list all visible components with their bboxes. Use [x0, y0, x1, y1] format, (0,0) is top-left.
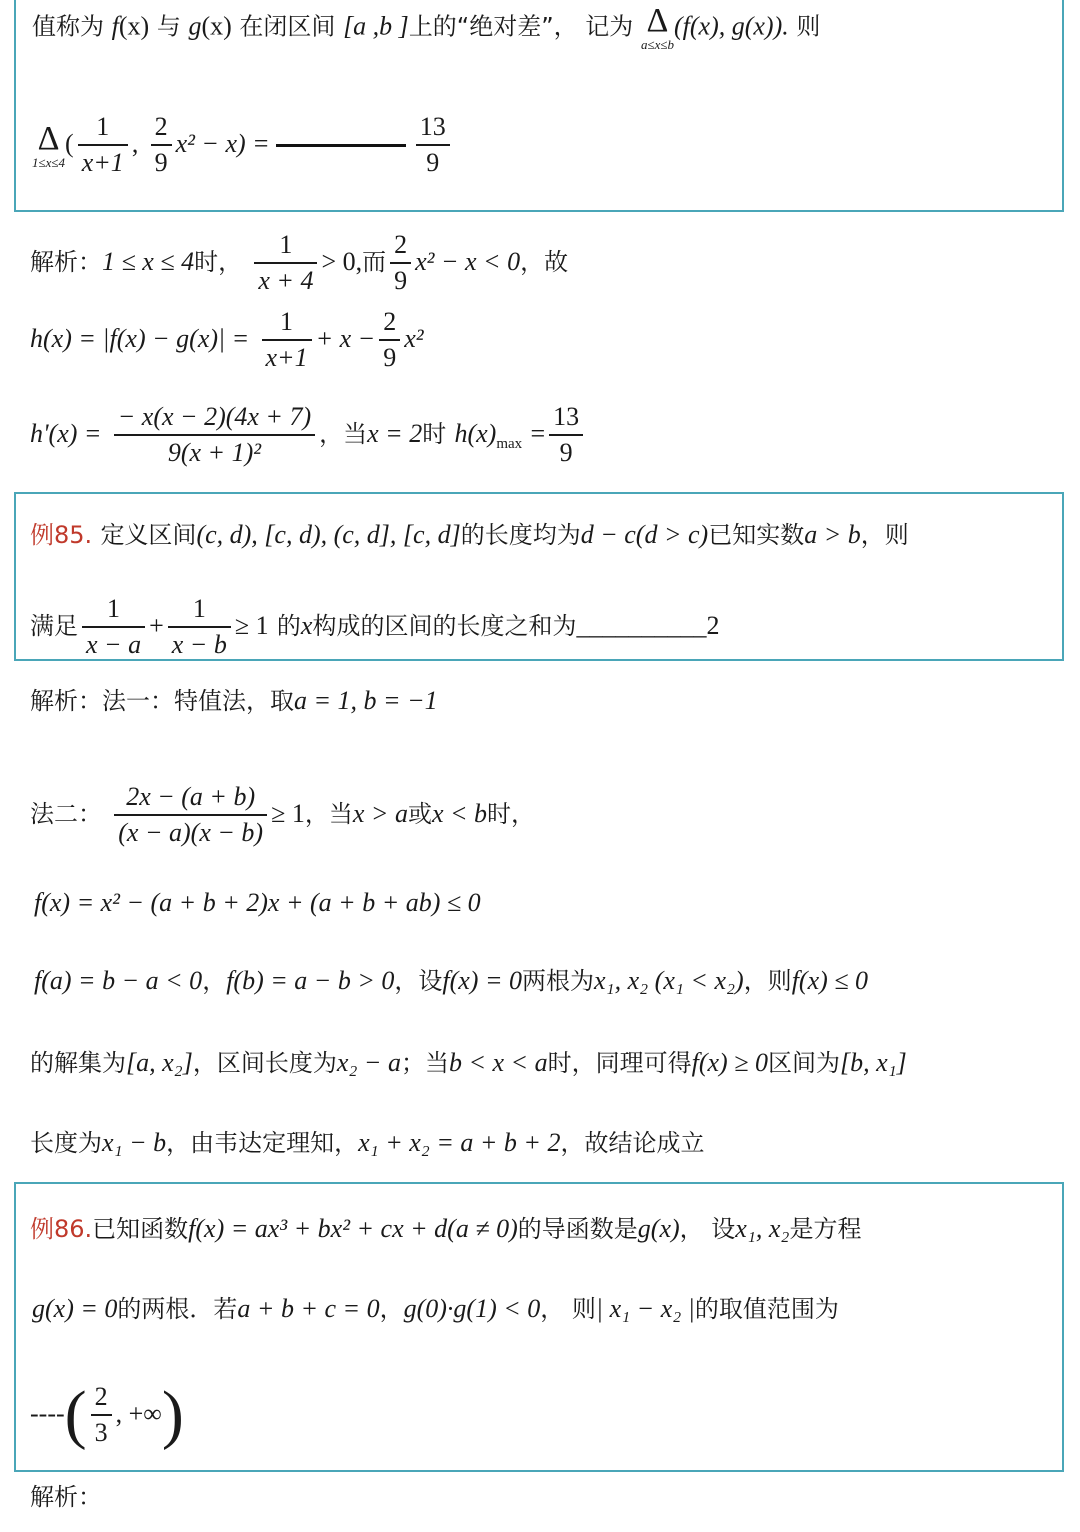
fraction: $\frac{1}{x+1}$: [78, 110, 128, 180]
solution-2-line-1: 解析：法一：特值法，取a = 1, b = −1: [30, 686, 438, 715]
problem-86-line-1: 例86.已知函数f(x) = ax³ + bx² + cx + d(a ≠ 0)的导函数是g(x)， 设x₁, x₂是方程: [30, 1214, 862, 1243]
solution-3-label: 解析：: [30, 1483, 102, 1511]
answer-fraction: $\frac{13}{9}$: [549, 400, 583, 470]
fraction: $\frac{1}{x - b}$: [168, 592, 231, 662]
problem-1-line-2: Δ 1≤x≤4 ( $\frac{1}{x+1}$ , $\frac{2}{9}$ x² − x) = $\frac{13}{9}$: [32, 110, 454, 180]
fraction: $\frac{1}{x+1}$: [262, 305, 312, 375]
problem-85-line-1: 例85. 定义区间(c, d), [c, d), (c, d], [c, d]的长度均为d − c(d > c)已知实数a > b，则: [30, 520, 909, 549]
solution-2-line-2: 法二： $\frac{2x - (a + b)}{(x - a)(x - b)}$ ≥ 1，当x > a或x < b时，: [30, 780, 535, 850]
answer-blank: [276, 144, 406, 147]
fraction: $\frac{2}{9}$: [390, 228, 411, 298]
problem-86-line-2: g(x) = 0的两根．若a + b + c = 0，g(0)·g(1) < 0， 则| x₁ − x₂ |的取值范围为: [32, 1294, 839, 1323]
problem-box-1: [14, 0, 1064, 212]
problem-86-line-3: ----( $\frac{2}{3}$ , +∞): [30, 1378, 184, 1451]
solution-1-line-3: h'(x) = $\frac{- x(x - 2)(4x + 7)}{\text{9(x + 1)²}}$ ，当x = 2时 $h(x)_{max}$ = $\frac{13}{9}$: [30, 400, 587, 470]
problem-box-86: [14, 1182, 1064, 1472]
solution-2-line-3: f(x) = x² − (a + b + 2)x + (a + b + ab) ≤ 0: [34, 888, 481, 917]
fraction: $\frac{1}{x - a}$: [82, 592, 145, 662]
answer-fraction: $\frac{13}{9}$: [416, 110, 450, 180]
solution-2-line-5: 的解集为[a, x₂]，区间长度为x₂ − a；当b < x < a时，同理可得f(x) ≥ 0区间为[b, x₁]: [30, 1048, 907, 1077]
example-label: 例85.: [30, 521, 93, 549]
answer-blank: ----: [30, 1399, 65, 1428]
fraction: $\frac{2}{9}$: [379, 305, 400, 375]
delta-operator: Δ a≤x≤b: [640, 2, 674, 52]
problem-1-line-1: 值称为 f(x) 与 g(x) 在闭区间 [a ,b ]上的“绝对差”， 记为 Δ a≤x≤b (f(x), g(x)). 则: [32, 2, 821, 52]
solution-1-line-2: h(x) = |f(x) − g(x)| = $\frac{1}{x+1}$ + x − $\frac{2}{9}$ x²: [30, 305, 424, 375]
solution-1-line-1: 解析：1 ≤ x ≤ 4时， $\frac{1}{x + 4}$ > 0,而 $\frac{2}{9}$ x² − x < 0，故: [30, 228, 568, 298]
solution-2-line-6: 长度为x₁ − b，由韦达定理知，x₁ + x₂ = a + b + 2，故结论成立: [30, 1128, 705, 1157]
problem-85-line-2: 满足 $\frac{1}{x - a}$ + $\frac{1}{x - b}$ ≥ 1 的x构成的区间的长度之和为__________2: [30, 592, 719, 662]
delta-operator: Δ 1≤x≤4: [32, 119, 66, 170]
solution-2-line-4: f(a) = b − a < 0，f(b) = a − b > 0，设f(x) = 0两根为x₁, x₂ (x₁ < x₂)，则f(x) ≤ 0: [34, 966, 869, 995]
problem-box-85: [14, 492, 1064, 661]
fraction: $\frac{2x - (a + b)}{(x - a)(x - b)}$: [114, 780, 267, 850]
fraction: $\frac{1}{x + 4}$: [254, 228, 317, 298]
fraction: $\frac{- x(x - 2)(4x + 7)}{\text{9(x + 1)²}}$: [114, 400, 315, 470]
answer-fraction: $\frac{2}{3}$: [91, 1380, 112, 1450]
answer: 2: [706, 611, 720, 640]
example-label: 例86.: [30, 1215, 93, 1243]
answer-blank: __________: [576, 611, 707, 640]
fraction: $\frac{2}{9}$: [151, 110, 172, 180]
